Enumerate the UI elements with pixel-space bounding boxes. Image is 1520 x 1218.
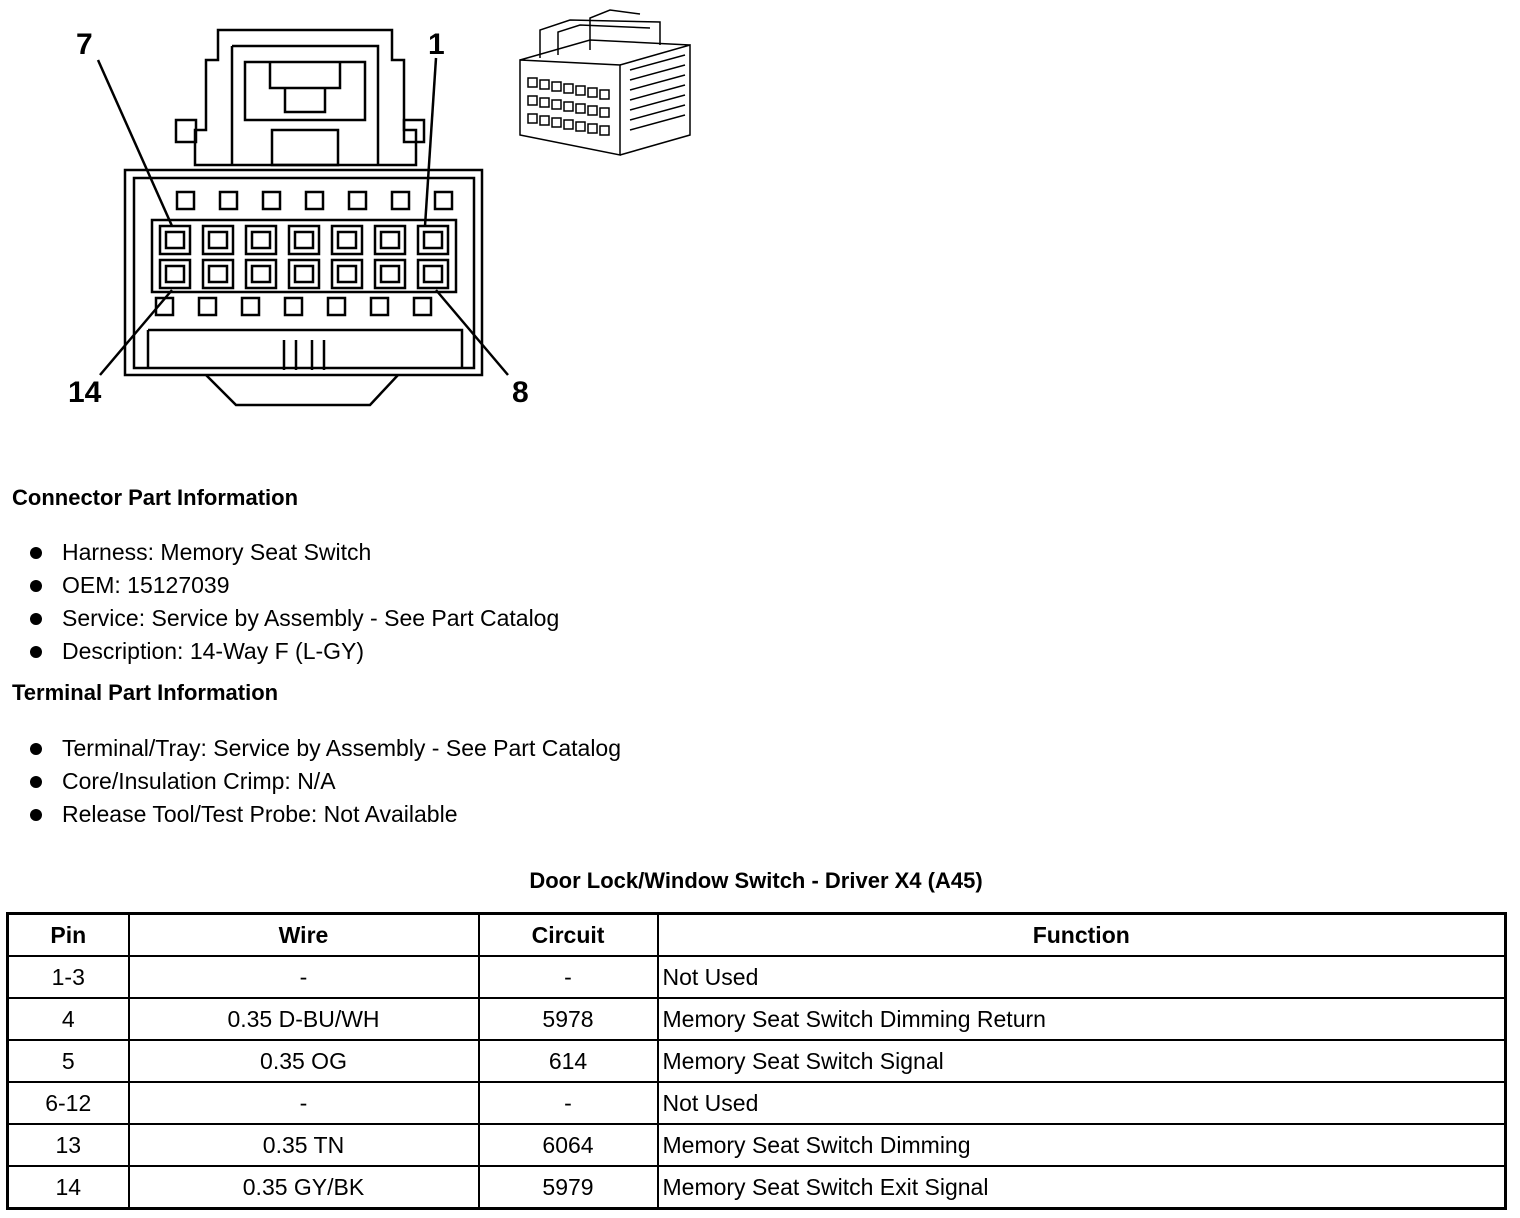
cell-function: Memory Seat Switch Dimming Return: [658, 998, 1506, 1040]
cell-function: Not Used: [658, 956, 1506, 998]
cell-pin: 4: [8, 998, 129, 1040]
table-row: [8, 998, 1506, 1040]
cell-wire: 0.35 OG: [129, 1040, 479, 1082]
pin-label-1: 1: [428, 28, 445, 61]
cell-circuit: 5978: [479, 998, 658, 1040]
table-row: [8, 956, 1506, 998]
pin-label-7: 7: [76, 28, 93, 61]
list-item: Harness: Memory Seat Switch: [28, 536, 559, 569]
cell-wire: 0.35 D-BU/WH: [129, 998, 479, 1040]
cell-pin: 14: [8, 1166, 129, 1209]
cell-wire: 0.35 TN: [129, 1124, 479, 1166]
list-item: OEM: 15127039: [28, 569, 559, 602]
connector-info-title: Connector Part Information: [12, 485, 299, 510]
cell-circuit: 5979: [479, 1166, 658, 1209]
terminal-info-title: Terminal Part Information: [12, 680, 279, 705]
table-row: [8, 1124, 1506, 1166]
table-title: Door Lock/Window Switch - Driver X4 (A45): [529, 868, 983, 893]
cell-function: Not Used: [658, 1082, 1506, 1124]
list-item: Description: 14-Way F (L-GY): [28, 635, 559, 668]
pin-label-8: 8: [512, 376, 529, 409]
list-item: Service: Service by Assembly - See Part Catalog: [28, 602, 559, 635]
pin-label-14: 14: [68, 376, 102, 409]
cell-circuit: -: [479, 956, 658, 998]
cell-function: Memory Seat Switch Dimming: [658, 1124, 1506, 1166]
header-circuit: Circuit: [479, 914, 658, 957]
cell-wire: 0.35 GY/BK: [129, 1166, 479, 1209]
cell-pin: 13: [8, 1124, 129, 1166]
list-item: Core/Insulation Crimp: N/A: [28, 765, 621, 798]
header-function: Function: [658, 914, 1506, 957]
cell-circuit: 614: [479, 1040, 658, 1082]
cell-wire: -: [129, 956, 479, 998]
cell-function: Memory Seat Switch Signal: [658, 1040, 1506, 1082]
table-row: [8, 1166, 1506, 1209]
table-row: [8, 1082, 1506, 1124]
pinout-table: [6, 912, 1507, 1210]
cell-circuit: 6064: [479, 1124, 658, 1166]
connector-iso-view: [510, 0, 700, 170]
connector-info-list: [28, 536, 559, 668]
terminal-info-list: [28, 732, 621, 831]
header-pin: Pin: [8, 914, 129, 957]
header-wire: Wire: [129, 914, 479, 957]
cell-pin: 1-3: [8, 956, 129, 998]
cell-circuit: -: [479, 1082, 658, 1124]
cell-pin: 6-12: [8, 1082, 129, 1124]
cell-function: Memory Seat Switch Exit Signal: [658, 1166, 1506, 1209]
list-item: Release Tool/Test Probe: Not Available: [28, 798, 621, 831]
table-header-row: [8, 914, 1506, 957]
cell-wire: -: [129, 1082, 479, 1124]
list-item: Terminal/Tray: Service by Assembly - See Part Catalog: [28, 732, 621, 765]
connector-face-diagram: [0, 0, 560, 420]
cell-pin: 5: [8, 1040, 129, 1082]
table-row: [8, 1040, 1506, 1082]
